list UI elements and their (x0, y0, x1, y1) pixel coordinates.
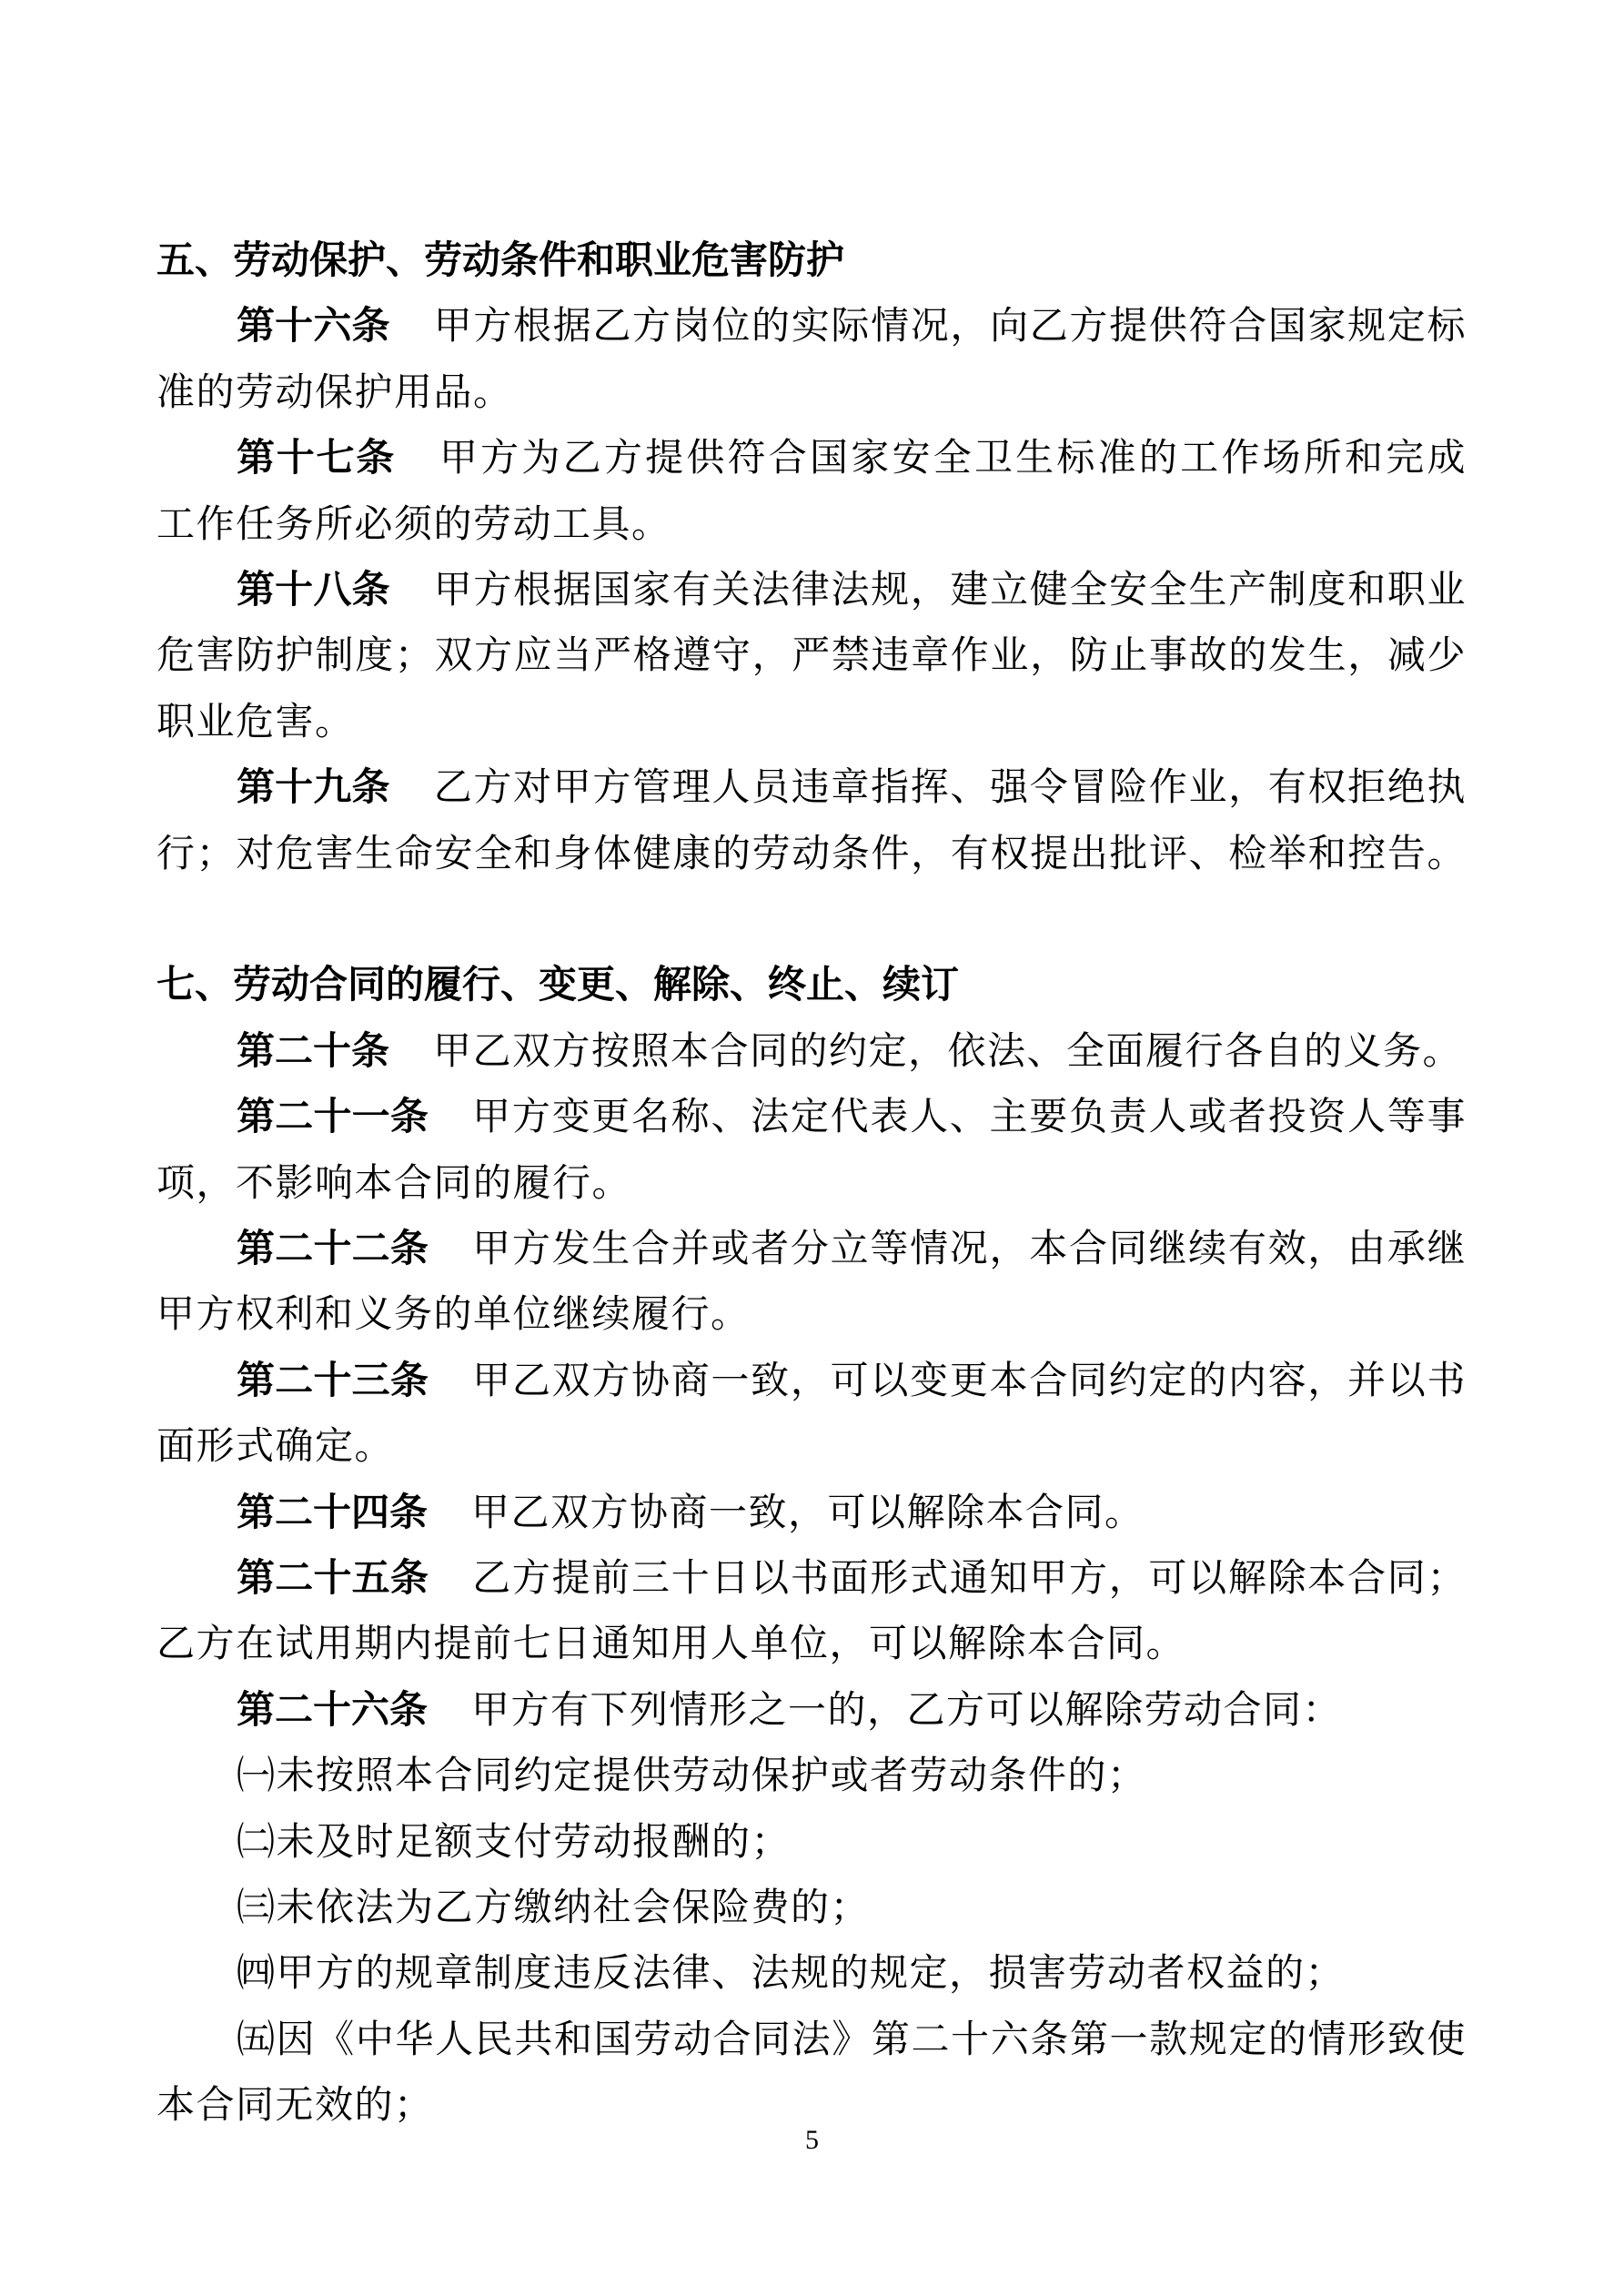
line-text: 面形式确定。 (156, 1423, 395, 1469)
line-text: 本合同无效的； (156, 2082, 434, 2128)
list-item (156, 1940, 1467, 2006)
article-label: 第二十四条 (237, 1489, 429, 1534)
line-text: ㈢未依法为乙方缴纳社会保险费的； (237, 1885, 871, 1929)
article-line (156, 1545, 1467, 1611)
line-text: 危害防护制度；双方应当严格遵守，严禁违章作业，防止事故的发生，减少 (156, 632, 1467, 678)
article-label: 第十七条 (237, 435, 396, 480)
article-line (156, 293, 1467, 359)
list-item (156, 2007, 1467, 2072)
section-heading: 五、劳动保护、劳动条件和职业危害防护 (156, 238, 845, 282)
article-line (156, 1480, 1467, 1545)
line-text: 项，不影响本合同的履行。 (156, 1159, 632, 1205)
list-item (156, 1809, 1467, 1875)
article-line (156, 557, 1467, 622)
line-text: 甲方根据乙方岗位的实际情况，向乙方提供符合国家规定标 (433, 303, 1467, 349)
line-text: 行；对危害生命安全和身体健康的劳动条件，有权提出批评、检举和控告。 (156, 830, 1467, 875)
article-label: 第二十一条 (237, 1094, 429, 1139)
article-label: 第二十二条 (237, 1226, 429, 1270)
line-text: 甲方权利和义务的单位继续履行。 (156, 1291, 751, 1337)
line-text: 甲方变更名称、法定代表人、主要负责人或者投资人等事 (472, 1094, 1467, 1139)
article-line (156, 754, 1467, 820)
article-label: 第十六条 (237, 303, 390, 349)
line-text: 甲乙双方协商一致，可以解除本合同。 (471, 1489, 1145, 1534)
article-label: 第十九条 (237, 764, 390, 810)
list-item (156, 1743, 1467, 1808)
article-label: 第二十三条 (237, 1357, 429, 1402)
line-text: 甲方根据国家有关法律法规，建立健全安全生产制度和职业 (433, 567, 1467, 612)
line-text: 乙方提前三十日以书面形式通知甲方，可以解除本合同； (472, 1555, 1467, 1600)
article-line (156, 425, 1467, 491)
article-label: 第十八条 (237, 567, 390, 612)
line-text: 工作任务所必须的劳动工具。 (156, 501, 671, 546)
article-line (156, 1216, 1467, 1281)
line-text: ㈡未及时足额支付劳动报酬的； (237, 1818, 792, 1864)
article-line (156, 1084, 1467, 1149)
list-item (156, 1875, 1467, 1940)
page-number: 5 (805, 2125, 819, 2155)
text-line (156, 821, 1467, 886)
line-text: 乙方在试用期内提前七日通知用人单位，可以解除本合同。 (156, 1621, 1186, 1666)
line-text: 甲乙双方协商一致，可以变更本合同约定的内容，并以书 (472, 1357, 1467, 1402)
text-line (156, 689, 1467, 754)
article-line (156, 1348, 1467, 1413)
text-line (156, 1413, 1467, 1479)
text-line (156, 622, 1467, 688)
article-label: 第二十条 (237, 1027, 390, 1073)
line-text: 甲方有下列情形之一的，乙方可以解除劳动合同： (471, 1686, 1343, 1732)
text-line (156, 359, 1467, 425)
line-text: ㈤因《中华人民共和国劳动合同法》第二十六条第一款规定的情形致使 (237, 2016, 1467, 2061)
line-text: 甲乙双方按照本合同的约定，依法、全面履行各自的义务。 (433, 1027, 1463, 1073)
line-text: ㈣甲方的规章制度违反法律、法规的规定，损害劳动者权益的； (237, 1950, 1346, 1996)
text-line (156, 1150, 1467, 1216)
line-text: 乙方对甲方管理人员违章指挥、强令冒险作业，有权拒绝执 (433, 764, 1467, 810)
line-text: ㈠未按照本合同约定提供劳动保护或者劳动条件的； (237, 1753, 1147, 1798)
article-line (156, 1677, 1467, 1743)
article-label: 第二十五条 (237, 1555, 429, 1600)
text-line (156, 1281, 1467, 1347)
line-text: 准的劳动保护用品。 (156, 369, 513, 414)
article-line (156, 1018, 1467, 1084)
article-label: 第二十六条 (237, 1686, 429, 1732)
line-text: 甲方为乙方提供符合国家安全卫生标准的工作场所和完成 (439, 435, 1467, 480)
line-text: 职业危害。 (156, 698, 355, 743)
text-line (156, 1611, 1467, 1676)
text-line (156, 491, 1467, 557)
section-heading: 七、劳动合同的履行、变更、解除、终止、续订 (156, 962, 960, 1007)
line-text: 甲方发生合并或者分立等情况，本合同继续有效，由承继 (472, 1226, 1467, 1270)
